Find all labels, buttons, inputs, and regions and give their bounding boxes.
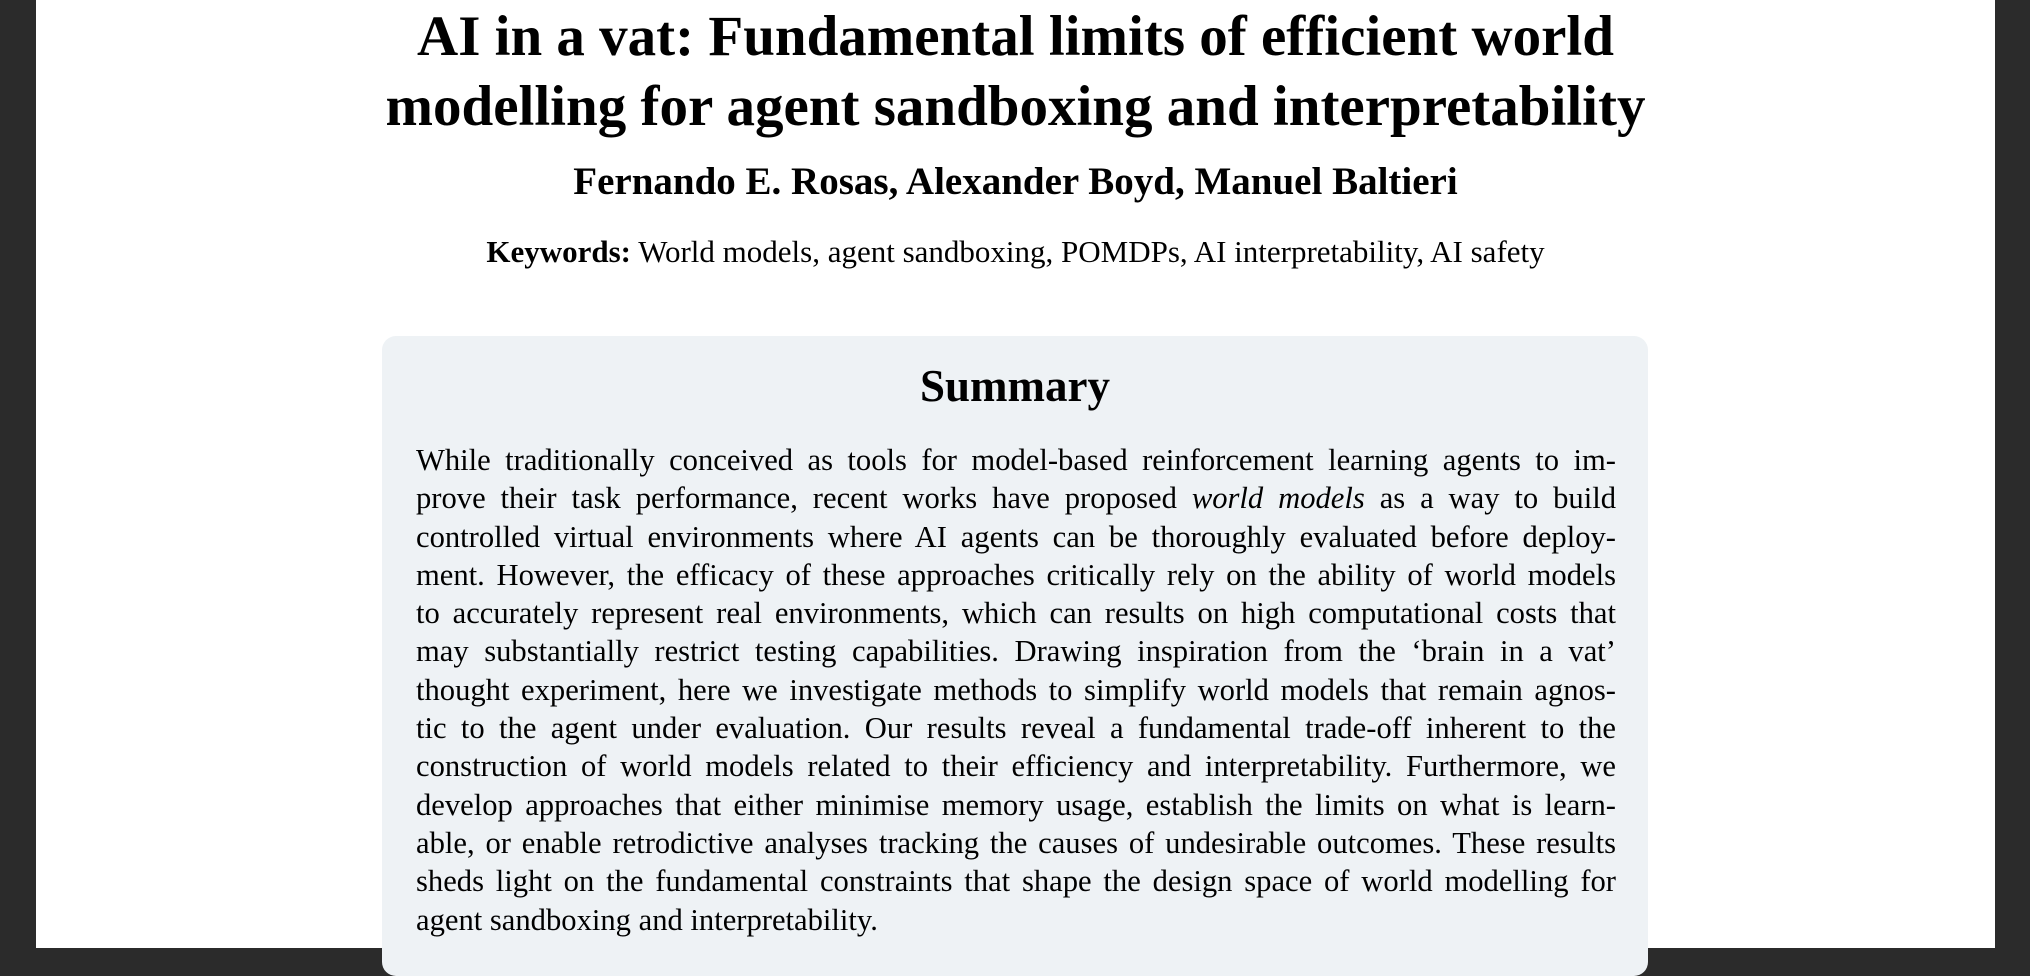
title-line-2: modelling for agent sandboxing and interpretability bbox=[385, 75, 1646, 138]
keywords-list: World models, agent sandboxing, POMDPs, AI interpretability, AI safety bbox=[638, 234, 1545, 269]
summary-line: to accurately represent real environments, which can results on high computational costs that bbox=[416, 596, 1616, 631]
summary-line: tic to the agent under evaluation. Our results reveal a fundamental trade-off inherent to the bbox=[416, 711, 1616, 746]
paper-keywords bbox=[36, 232, 1995, 272]
summary-line-segment: as a way to build bbox=[1364, 481, 1616, 516]
summary-line-last: agent sandboxing and interpretability. bbox=[416, 902, 878, 937]
summary-line-with-emphasis bbox=[416, 479, 1616, 517]
emphasized-term: world models bbox=[1191, 481, 1365, 516]
summary-line: develop approaches that either minimise memory usage, establish the limits on what is learn- bbox=[416, 787, 1616, 822]
paper-title bbox=[36, 2, 1995, 142]
summary-line-segment: prove their task performance, recent works have proposed bbox=[416, 481, 1192, 516]
paper-page bbox=[36, 0, 1995, 948]
summary-line: able, or enable retrodictive analyses tracking the causes of undesirable outcomes. These results bbox=[416, 825, 1616, 860]
summary-text bbox=[416, 441, 1616, 939]
keywords-label: Keywords: bbox=[486, 234, 631, 269]
summary-line: controlled virtual environments where AI agents can be thoroughly evaluated before deploy- bbox=[416, 519, 1616, 554]
title-line-1: AI in a vat: Fundamental limits of efficient world bbox=[417, 5, 1614, 68]
summary-line: thought experiment, here we investigate methods to simplify world models that remain agnos- bbox=[416, 672, 1616, 707]
summary-box bbox=[382, 336, 1648, 976]
summary-line: may substantially restrict testing capabilities. Drawing inspiration from the ‘brain in a vat’ bbox=[416, 634, 1616, 669]
paper-authors: Fernando E. Rosas, Alexander Boyd, Manuel Baltieri bbox=[573, 160, 1458, 203]
summary-heading: Summary bbox=[920, 361, 1110, 411]
summary-line: ment. However, the efficacy of these approaches critically rely on the ability of world models bbox=[416, 557, 1616, 592]
summary-line: While traditionally conceived as tools for model-based reinforcement learning agents to im- bbox=[416, 443, 1616, 477]
summary-line: sheds light on the fundamental constraints that shape the design space of world modelling for bbox=[416, 864, 1616, 899]
summary-line: construction of world models related to their efficiency and interpretability. Furthermore, we bbox=[416, 749, 1616, 784]
